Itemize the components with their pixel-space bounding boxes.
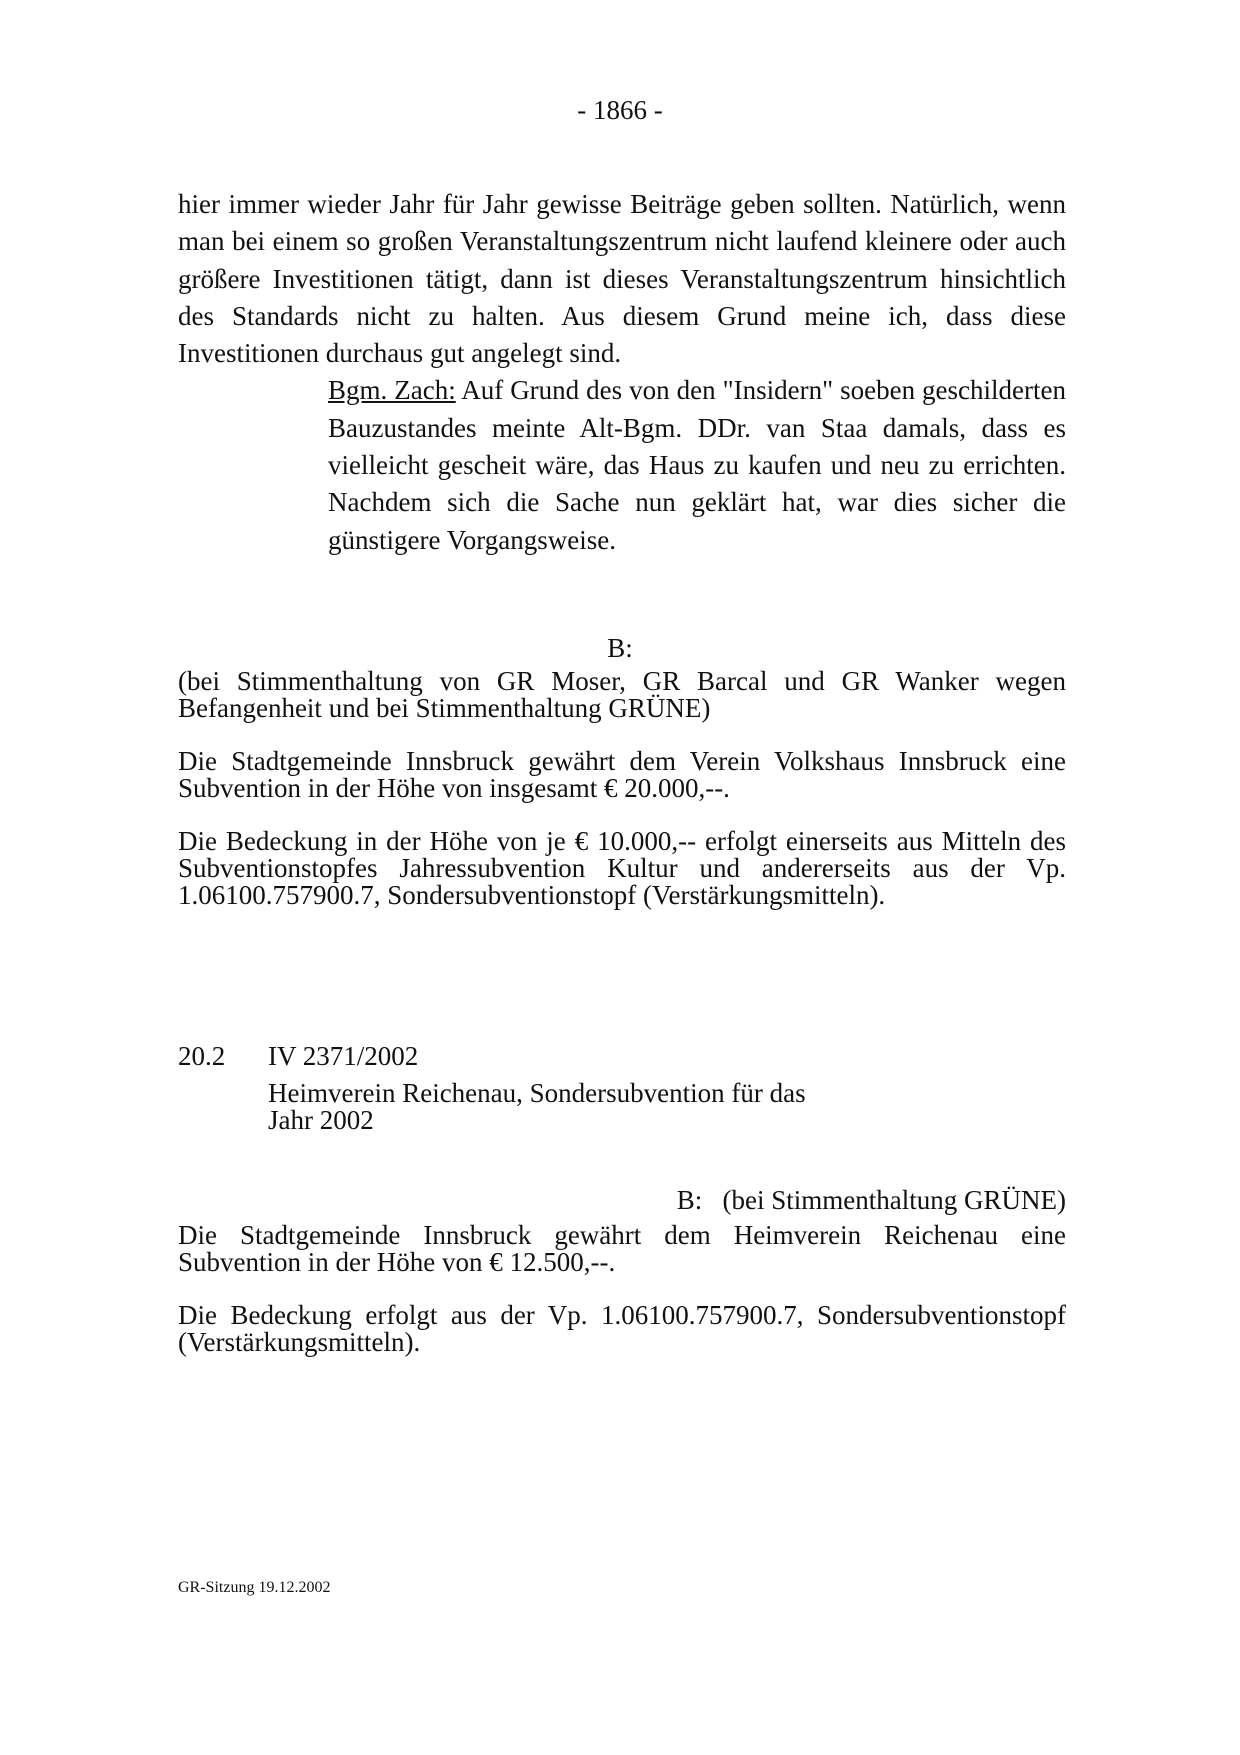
footer: GR-Sitzung 19.12.2002 xyxy=(178,1579,331,1596)
item-number: 20.2 xyxy=(178,1041,226,1071)
item-title-line-1: Heimverein Reichenau, Sondersubvention für das xyxy=(268,1078,806,1108)
item-20-2-block xyxy=(178,1222,1066,1356)
speaker-name: Bgm. Zach: xyxy=(328,375,456,406)
intro-paragraph: hier immer wieder Jahr für Jahr gewisse Beiträge geben sollten. Natürlich, wenn man bei einem so großen Veranstaltungszentrum nicht laufend kleinere oder auch größere Investitionen tätigt, dann ist dieses Veranstaltungszentrum hinsichtlich des Standards nicht zu halten. Aus diesem Grund meine ich, dass diese Investitionen durchaus gut angelegt sind. xyxy=(178,189,1066,369)
body-text-top xyxy=(178,186,1066,559)
resolution-label: B: xyxy=(607,633,633,663)
item-resolution: B: (bei Stimmenthaltung GRÜNE) xyxy=(676,1185,1066,1215)
item-reference: IV 2371/2002 xyxy=(268,1041,419,1071)
page-number: - 1866 - xyxy=(577,95,663,125)
speech-text: Auf Grund des von den "Insidern" soeben geschilderten Bauzustandes meinte Alt-Bgm. DDr. van Staa damals, dass es vielleicht gescheit wäre, das Haus zu kaufen und neu zu errichten. Nachdem sich die Sache nun geklärt hat, war dies sicher die günstigere Vorgangsweise. xyxy=(328,375,1066,555)
grant-text: Die Stadtgemeinde Innsbruck gewährt dem Verein Volkshaus Innsbruck eine Subvention in der Höhe von insgesamt € 20.000,--. xyxy=(178,746,1066,803)
item-title-line-2: Jahr 2002 xyxy=(268,1105,374,1135)
item-grant-text: Die Stadtgemeinde Innsbruck gewährt dem Heimverein Reichenau eine Subvention in der Höhe von € 12.500,--. xyxy=(178,1220,1066,1277)
item-title xyxy=(268,1080,908,1134)
coverage-text: Die Bedeckung in der Höhe von je € 10.000,-- erfolgt einerseits aus Mitteln des Subventionstopfes Jahressubvention Kultur und andererseits aus der Vp. 1.06100.757900.7, Sondersubventionstopf (Verstärkungsmitteln). xyxy=(178,826,1066,910)
abstention-note: (bei Stimmenthaltung von GR Moser, GR Barcal und GR Wanker wegen Befangenheit und bei Stimmenthaltung GRÜNE) xyxy=(178,666,1066,723)
speech-paragraph xyxy=(178,372,1066,558)
resolution-1-block xyxy=(178,668,1066,909)
item-coverage-text: Die Bedeckung erfolgt aus der Vp. 1.06100.757900.7, Sondersubventionstopf (Verstärkungsmitteln). xyxy=(178,1300,1066,1357)
